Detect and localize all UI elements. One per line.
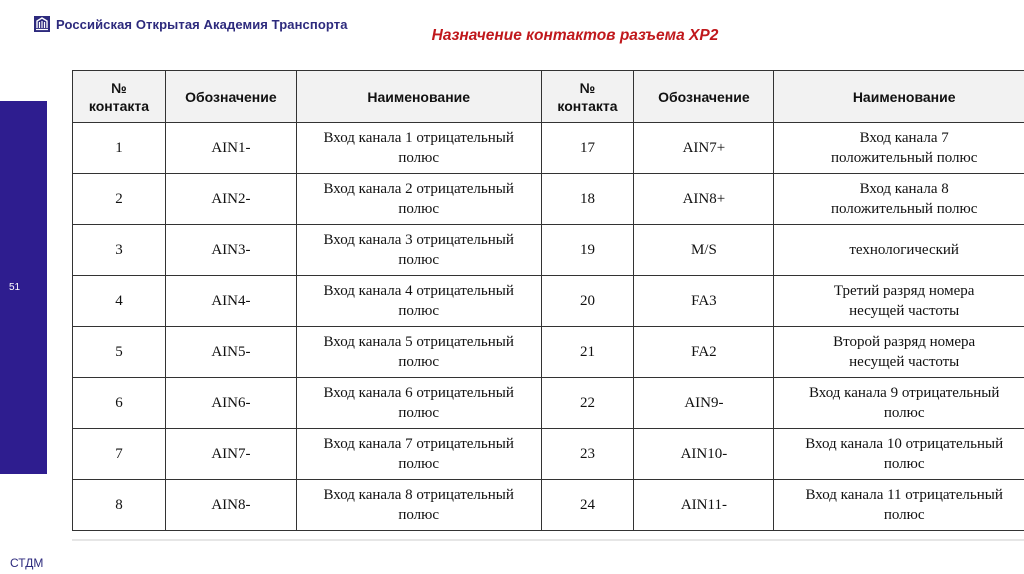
header-contact-number	[73, 71, 166, 123]
header-designation: Обозначение	[165, 71, 296, 123]
academy-logo	[34, 16, 348, 32]
contact-number-cell: 5	[73, 327, 166, 378]
designation-cell: FA2	[634, 327, 774, 378]
name-line: технологический	[849, 242, 959, 258]
name-line: Второй разряд номера	[833, 334, 976, 350]
contact-number-cell: 4	[73, 276, 166, 327]
name-line: полюс	[398, 507, 440, 523]
name-cell	[774, 429, 1024, 480]
name-line: Вход канала 2 отрицательный	[323, 181, 514, 197]
name-cell	[296, 174, 541, 225]
name-line: Вход канала 7 отрицательный	[323, 436, 514, 452]
name-line: положительный полюс	[830, 201, 978, 217]
bottom-divider	[72, 539, 1024, 541]
name-line: положительный полюс	[830, 150, 978, 166]
name-line: полюс	[398, 405, 440, 421]
name-cell	[296, 225, 541, 276]
table-row	[73, 429, 1024, 480]
table-row	[73, 174, 1024, 225]
name-line: полюс	[398, 354, 440, 370]
name-cell	[296, 123, 541, 174]
name-line: Вход канала 1 отрицательный	[323, 130, 514, 146]
academy-emblem-icon	[34, 16, 50, 32]
designation-cell: AIN3-	[165, 225, 296, 276]
name-cell	[774, 327, 1024, 378]
table-row	[73, 480, 1024, 531]
designation-cell: M/S	[634, 225, 774, 276]
name-line: полюс	[398, 150, 440, 166]
contact-number-cell: 1	[73, 123, 166, 174]
name-cell	[774, 480, 1024, 531]
header-contact-number-line: контакта	[557, 97, 618, 114]
contact-number-cell: 20	[541, 276, 634, 327]
name-line: Вход канала 8	[859, 181, 949, 197]
name-line: полюс	[883, 456, 925, 472]
contact-number-cell: 23	[541, 429, 634, 480]
name-cell	[296, 480, 541, 531]
designation-cell: AIN2-	[165, 174, 296, 225]
table-header-row	[73, 71, 1024, 123]
name-cell	[296, 378, 541, 429]
designation-cell: AIN4-	[165, 276, 296, 327]
contact-number-cell: 7	[73, 429, 166, 480]
designation-cell: AIN7+	[634, 123, 774, 174]
sidebar-bar	[0, 101, 47, 474]
header-contact-number	[541, 71, 634, 123]
name-cell	[296, 429, 541, 480]
designation-cell: AIN8-	[165, 480, 296, 531]
table-body	[73, 123, 1024, 531]
name-line: Вход канала 6 отрицательный	[323, 385, 514, 401]
name-line: полюс	[398, 456, 440, 472]
name-line: полюс	[398, 201, 440, 217]
name-line: Вход канала 5 отрицательный	[323, 334, 514, 350]
name-line: Вход канала 7	[859, 130, 949, 146]
name-cell	[296, 327, 541, 378]
name-line: полюс	[398, 252, 440, 268]
name-line: полюс	[398, 303, 440, 319]
designation-cell: AIN1-	[165, 123, 296, 174]
designation-cell: AIN7-	[165, 429, 296, 480]
footer-label: СТДМ	[10, 556, 44, 570]
name-line: полюс	[883, 405, 925, 421]
contact-number-cell: 2	[73, 174, 166, 225]
designation-cell: AIN10-	[634, 429, 774, 480]
header-designation: Обозначение	[634, 71, 774, 123]
contact-number-cell: 8	[73, 480, 166, 531]
table-row	[73, 276, 1024, 327]
name-line: Вход канала 3 отрицательный	[323, 232, 514, 248]
table-row	[73, 123, 1024, 174]
contact-number-cell: 3	[73, 225, 166, 276]
name-line: Вход канала 8 отрицательный	[323, 487, 514, 503]
contact-number-cell: 6	[73, 378, 166, 429]
header-name: Наименование	[296, 71, 541, 123]
name-line: полюс	[883, 507, 925, 523]
page-title: Назначение контактов разъема XP2	[431, 27, 719, 44]
name-cell	[774, 276, 1024, 327]
header-contact-number-line: №	[111, 79, 127, 96]
page-number: 51	[9, 282, 21, 293]
name-line: Вход канала 4 отрицательный	[323, 283, 514, 299]
table-row	[73, 327, 1024, 378]
contact-number-cell: 21	[541, 327, 634, 378]
designation-cell: AIN11-	[634, 480, 774, 531]
name-line: Третий разряд номера	[833, 283, 975, 299]
contact-number-cell: 19	[541, 225, 634, 276]
name-line: Вход канала 11 отрицательный	[805, 487, 1003, 503]
contact-number-cell: 17	[541, 123, 634, 174]
header-contact-number-line: №	[579, 79, 596, 96]
designation-cell: AIN6-	[165, 378, 296, 429]
contacts-table	[72, 70, 1024, 531]
name-cell	[296, 276, 541, 327]
table-row	[73, 378, 1024, 429]
contact-number-cell: 18	[541, 174, 634, 225]
academy-name: Российская Открытая Академия Транспорта	[56, 16, 348, 32]
name-line: Вход канала 10 отрицательный	[805, 436, 1004, 452]
name-cell	[774, 378, 1024, 429]
designation-cell: AIN9-	[634, 378, 774, 429]
name-line: Вход канала 9 отрицательный	[808, 385, 1000, 401]
header-name: Наименование	[774, 71, 1024, 123]
name-cell	[774, 225, 1024, 276]
name-cell	[774, 174, 1024, 225]
name-cell	[774, 123, 1024, 174]
name-line: несущей частоты	[849, 303, 960, 319]
designation-cell: AIN5-	[165, 327, 296, 378]
contact-number-cell: 22	[541, 378, 634, 429]
designation-cell: AIN8+	[634, 174, 774, 225]
contact-number-cell: 24	[541, 480, 634, 531]
designation-cell: FA3	[634, 276, 774, 327]
name-line: несущей частоты	[849, 354, 960, 370]
header-contact-number-line: контакта	[88, 97, 150, 114]
table-row	[73, 225, 1024, 276]
